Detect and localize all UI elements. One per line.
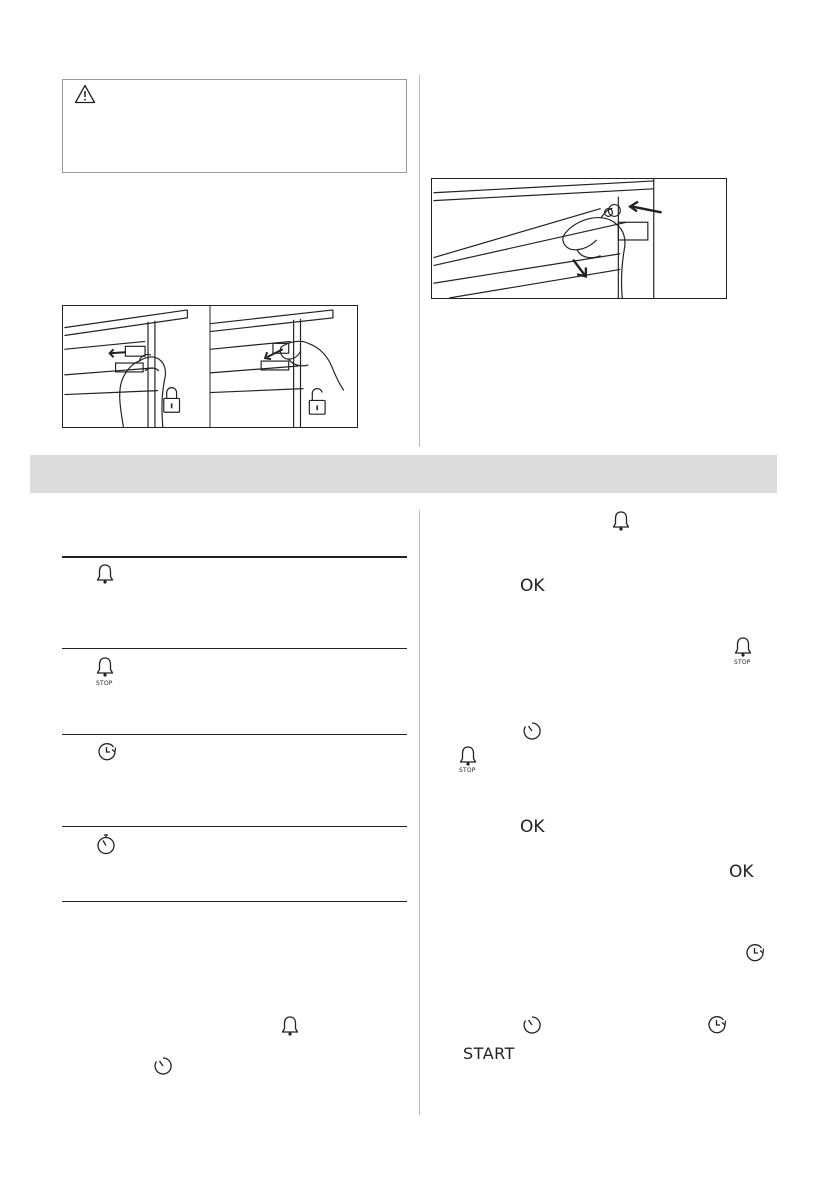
bell-icon xyxy=(281,1015,299,1037)
warning-triangle-icon xyxy=(74,84,96,104)
ok-button-icon: OK xyxy=(520,817,545,837)
section-heading-band xyxy=(30,455,777,493)
stopwatch-icon xyxy=(96,833,116,855)
clock-end-icon xyxy=(706,1014,728,1036)
ok-button-icon: OK xyxy=(520,576,545,596)
bell-stop-icon xyxy=(734,636,752,658)
stop-label: STOP xyxy=(96,680,113,687)
table-row-rule xyxy=(62,648,407,649)
table-bottom-rule xyxy=(62,901,407,902)
bell-icon xyxy=(96,563,114,585)
top-column-divider xyxy=(419,75,420,447)
timer-icon xyxy=(152,1055,174,1077)
bottom-column-divider xyxy=(419,510,420,1115)
stop-label: STOP xyxy=(734,659,751,666)
door-lock-illustration xyxy=(62,305,358,428)
timer-icon xyxy=(521,720,543,742)
bell-icon xyxy=(612,510,630,532)
clock-end-icon xyxy=(744,942,766,964)
start-button-icon: START xyxy=(463,1044,515,1063)
timer-icon xyxy=(521,1014,543,1036)
bell-stop-icon xyxy=(96,656,114,678)
bell-stop-icon xyxy=(459,745,477,767)
warning-box xyxy=(62,79,407,173)
ok-button-icon: OK xyxy=(729,862,754,882)
table-row-rule xyxy=(62,826,407,827)
clock-end-icon xyxy=(96,741,118,763)
table-row-rule xyxy=(62,734,407,735)
door-opening-illustration xyxy=(431,178,727,299)
table-top-rule xyxy=(62,556,407,558)
stop-label: STOP xyxy=(459,767,476,774)
